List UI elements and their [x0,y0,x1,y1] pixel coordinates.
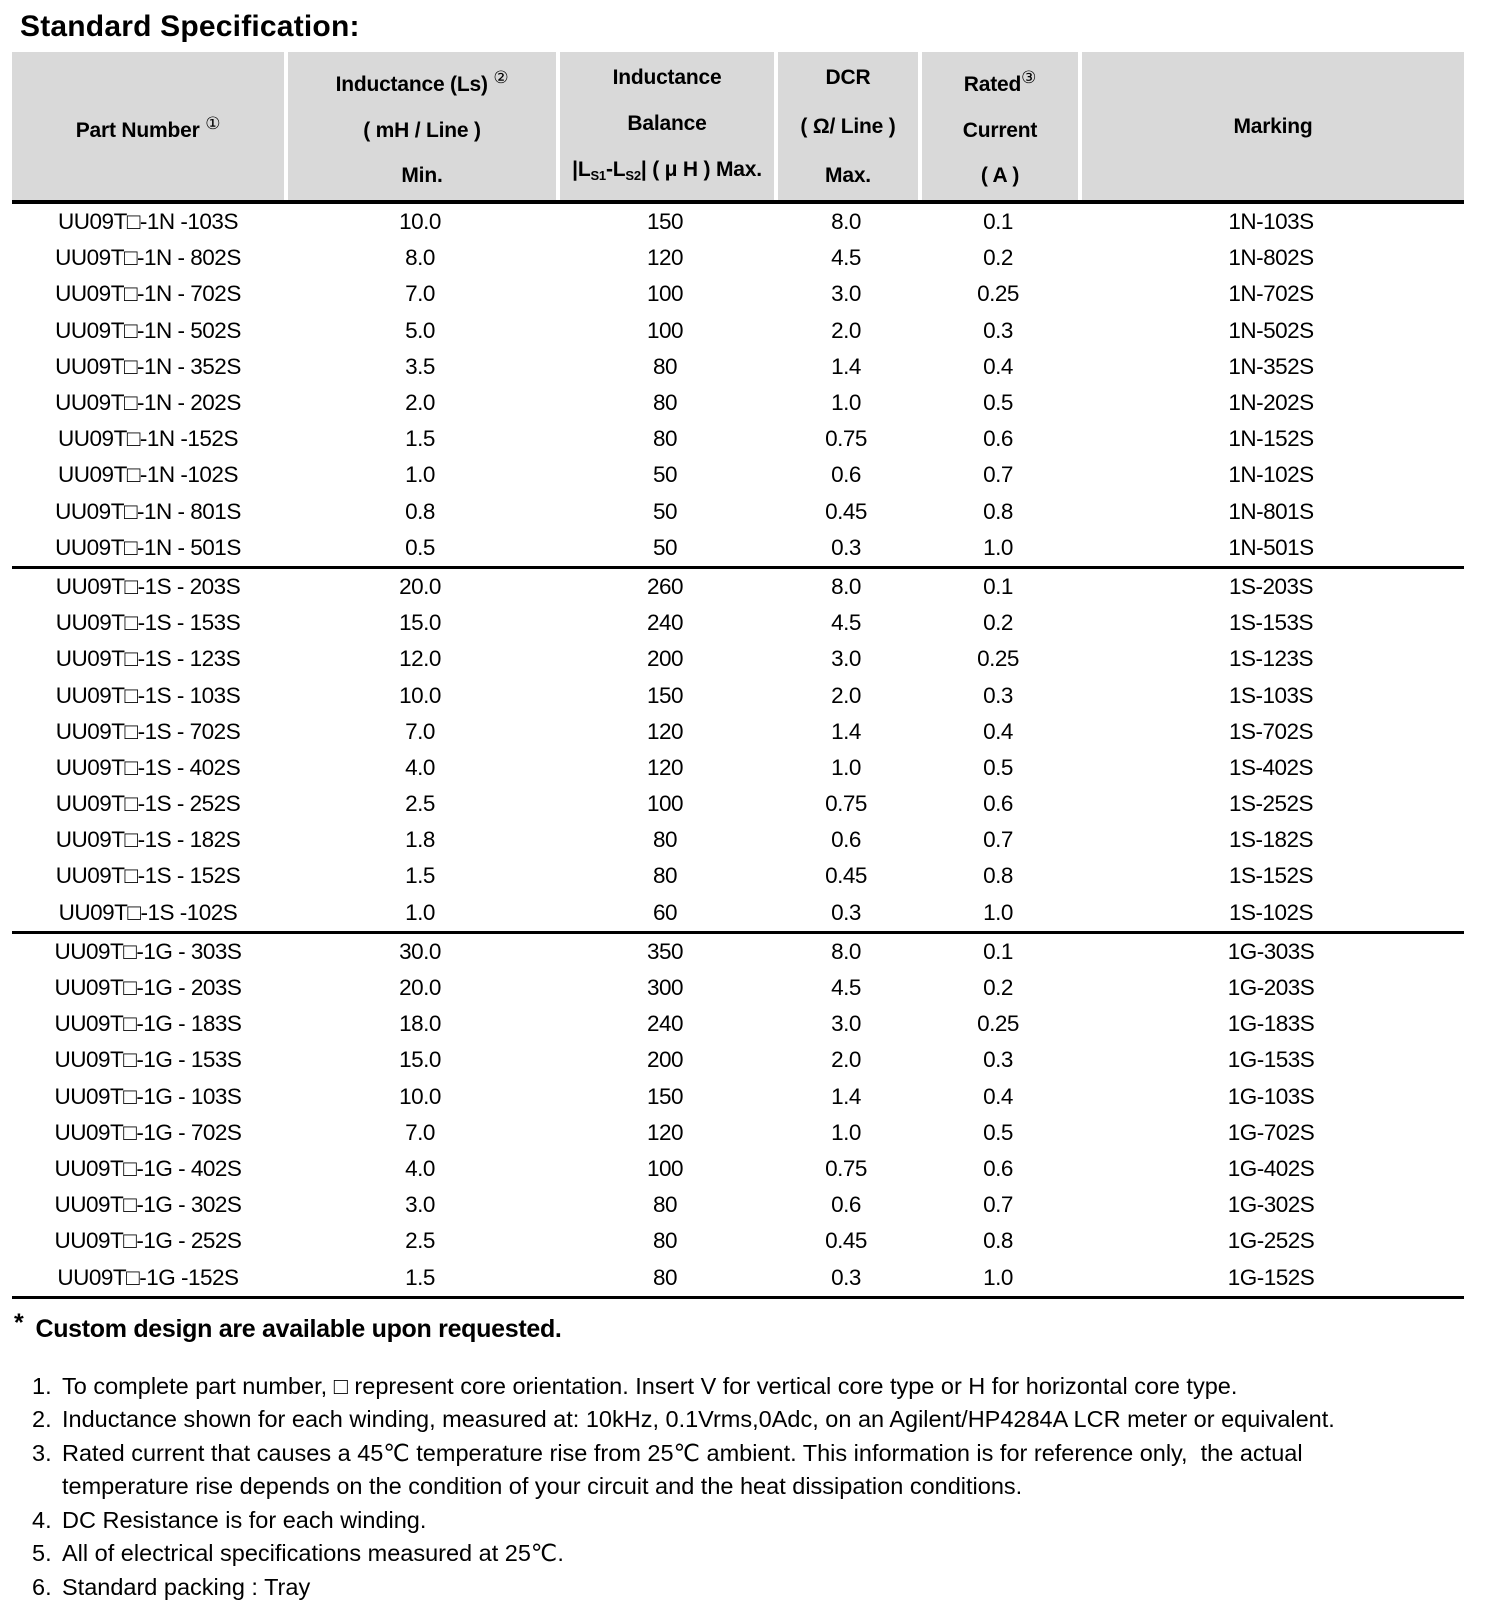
dcr-max-cell: 0.6 [831,462,861,488]
inductance-min-cell: 10.0 [399,1083,441,1109]
rated-current-cell: 1.0 [983,534,1013,560]
note-number: 4. [32,1506,52,1533]
dcr-max-cell: 0.6 [831,1192,861,1218]
marking-cell: 1G-303S [1227,938,1315,964]
dcr-max-cell: 8.0 [831,573,861,599]
inductance-balance-cell: 350 [646,938,684,964]
inductance-min-cell: 7.0 [405,1119,435,1145]
table-row [12,786,1464,822]
header-dcr-label: DCR [825,66,871,89]
inductance-min-cell: 2.5 [405,791,435,817]
inductance-min-cell: 10.0 [399,209,441,235]
rated-current-cell: 0.25 [977,281,1019,307]
inductance-balance-cell: 240 [646,610,684,636]
dcr-max-cell: 0.3 [831,534,861,560]
part-number-cell: UU09T□-1N - 801S [55,498,241,524]
header-inductance-min: Min. [401,164,443,187]
rated-current-cell: 0.8 [983,1228,1013,1254]
rated-current-cell: 0.1 [983,573,1013,599]
inductance-balance-cell: 80 [652,827,678,853]
rated-current-cell: 0.25 [977,1011,1019,1037]
inductance-balance-cell: 300 [646,975,684,1001]
part-number-cell: UU09T□-1G - 402S [54,1155,242,1181]
inductance-min-cell: 20.0 [399,975,441,1001]
table-row [12,1042,1464,1078]
header-inductance-unit: ( mH / Line ) [363,118,481,142]
note-number: 3. [32,1439,52,1466]
inductance-balance-cell: 120 [646,718,684,744]
inductance-balance-cell: 150 [646,1083,684,1109]
rated-current-cell: 0.2 [983,975,1013,1001]
note-number: 5. [32,1540,52,1567]
rated-current-cell: 0.3 [983,682,1013,708]
dcr-max-cell: 0.3 [831,899,861,925]
header-dcr [774,52,918,200]
inductance-min-cell: 4.0 [405,1155,435,1181]
inductance-min-cell: 1.5 [405,426,435,452]
dcr-max-cell: 3.0 [831,646,861,672]
table-row [12,457,1464,493]
inductance-min-cell: 1.0 [405,462,435,488]
custom-design-footnote [14,1309,1475,1344]
marking-cell: 1S-252S [1228,791,1314,817]
table-row [12,1151,1464,1187]
table-row [12,677,1464,713]
part-number-cell: UU09T□-1G - 103S [54,1083,242,1109]
rated-current-cell: 0.1 [983,938,1013,964]
inductance-min-cell: 4.0 [405,754,435,780]
note-item [18,1571,1475,1604]
inductance-balance-cell: 200 [646,1047,684,1073]
part-number-cell: UU09T□-1G - 203S [54,975,242,1001]
table-row [12,1006,1464,1042]
inductance-balance-cell: 100 [646,791,684,817]
marking-cell: 1N-802S [1228,245,1314,271]
dcr-max-cell: 0.75 [825,791,867,817]
notes-list [18,1370,1475,1604]
marking-cell: 1N-502S [1228,317,1314,343]
dcr-max-cell: 0.45 [825,1228,867,1254]
part-number-cell: UU09T□-1G - 302S [54,1192,242,1218]
rated-current-cell: 0.7 [983,462,1013,488]
inductance-balance-cell: 100 [646,317,684,343]
marking-cell: 1S-182S [1228,827,1314,853]
inductance-balance-cell: 240 [646,1011,684,1037]
header-part-number-label: Part Number [75,118,200,142]
dcr-max-cell: 1.0 [831,1119,861,1145]
dcr-max-cell: 0.6 [831,827,861,853]
inductance-balance-cell: 120 [646,1119,684,1145]
part-number-cell: UU09T□-1S - 103S [55,682,241,708]
marking-cell: 1G-103S [1227,1083,1315,1109]
part-number-cell: UU09T□-1S - 182S [55,827,241,853]
rated-current-cell: 1.0 [983,899,1013,925]
rated-current-cell: 1.0 [983,1264,1013,1290]
inductance-balance-cell: 80 [652,390,678,416]
inductance-min-cell: 2.5 [405,1228,435,1254]
marking-cell: 1N-202S [1228,390,1314,416]
marking-cell: 1N-801S [1228,498,1314,524]
inductance-min-cell: 0.8 [405,498,435,524]
part-number-cell: UU09T□-1G - 183S [54,1011,242,1037]
marking-cell: 1S-102S [1228,899,1314,925]
inductance-min-cell: 1.5 [405,1264,435,1290]
note-item [18,1437,1475,1504]
table-body [12,204,1464,1296]
table-row [12,970,1464,1006]
inductance-min-cell: 3.0 [405,1192,435,1218]
table-row [12,822,1464,858]
rated-current-cell: 0.5 [983,1119,1013,1145]
note-item [18,1537,1475,1571]
part-number-cell: UU09T□-1S - 152S [55,863,241,889]
inductance-balance-cell: 50 [652,498,678,524]
part-number-cell: UU09T□-1G -152S [57,1264,239,1290]
part-number-cell: UU09T□-1S - 402S [55,754,241,780]
inductance-min-cell: 12.0 [399,646,441,672]
header-marking [1078,52,1464,200]
rated-current-cell: 0.6 [983,426,1013,452]
rated-current-cell: 0.6 [983,1155,1013,1181]
header-current-unit: ( A ) [980,164,1020,187]
part-number-cell: UU09T□-1N -152S [58,426,238,452]
table-row [12,1259,1464,1295]
marking-cell: 1N-103S [1228,209,1314,235]
dcr-max-cell: 0.75 [825,426,867,452]
part-number-cell: UU09T□-1S - 203S [55,573,241,599]
note-ref-3: ③ [1021,68,1037,87]
header-part-number [12,52,284,200]
header-rated-current [918,52,1078,200]
header-balance-label2: Balance [627,112,707,135]
inductance-balance-cell: 260 [646,573,684,599]
marking-cell: 1G-152S [1227,1264,1315,1290]
marking-cell: 1S-153S [1228,610,1314,636]
part-number-cell: UU09T□-1S - 153S [55,610,241,636]
part-number-cell: UU09T□-1N -103S [58,209,238,235]
table-row [12,494,1464,530]
inductance-balance-cell: 100 [646,281,684,307]
inductance-min-cell: 20.0 [399,573,441,599]
inductance-balance-cell: 80 [652,426,678,452]
inductance-min-cell: 5.0 [405,317,435,343]
dcr-max-cell: 0.3 [831,1264,861,1290]
inductance-balance-cell: 100 [646,1155,684,1181]
part-number-cell: UU09T□-1G - 702S [54,1119,242,1145]
table-row [12,1187,1464,1223]
dcr-max-cell: 4.5 [831,610,861,636]
marking-cell: 1S-402S [1228,754,1314,780]
inductance-min-cell: 1.5 [405,863,435,889]
note-text: To complete part number, □ represent core orientation. Insert V for vertical core type or H for horizontal core type. [62,1372,1238,1399]
note-number: 2. [32,1406,52,1433]
dcr-max-cell: 8.0 [831,209,861,235]
rated-current-cell: 0.2 [983,610,1013,636]
marking-cell: 1N-102S [1228,462,1314,488]
table-row [12,349,1464,385]
inductance-min-cell: 7.0 [405,281,435,307]
marking-cell: 1G-702S [1227,1119,1315,1145]
inductance-min-cell: 30.0 [399,938,441,964]
part-number-cell: UU09T□-1N -102S [58,462,238,488]
marking-cell: 1G-302S [1227,1192,1315,1218]
header-inductance-label: Inductance (Ls) [335,73,488,96]
marking-cell: 1S-123S [1228,646,1314,672]
inductance-balance-cell: 60 [652,899,678,925]
inductance-balance-cell: 80 [652,1228,678,1254]
table-row [12,385,1464,421]
note-item [18,1403,1475,1437]
note-ref-2: ② [493,68,509,87]
inductance-min-cell: 1.0 [405,899,435,925]
inductance-min-cell: 15.0 [399,1047,441,1073]
note-item [18,1370,1475,1404]
rated-current-cell: 0.4 [983,1083,1013,1109]
part-number-cell: UU09T□-1N - 501S [55,534,241,560]
header-dcr-unit: ( Ω/ Line ) [800,115,896,138]
dcr-max-cell: 1.0 [831,754,861,780]
marking-cell: 1G-183S [1227,1011,1315,1037]
table-row [12,750,1464,786]
part-number-cell: UU09T□-1N - 352S [55,353,241,379]
inductance-min-cell: 8.0 [405,245,435,271]
table-row [12,641,1464,677]
table-row [12,204,1464,240]
note-ref-1: ① [205,113,221,133]
table-bottom-rule [12,1296,1464,1299]
inductance-balance-cell: 150 [646,209,684,235]
table-row [12,1079,1464,1115]
note-text: DC Resistance is for each winding. [62,1506,427,1533]
inductance-balance-cell: 200 [646,646,684,672]
marking-cell: 1N-152S [1228,426,1314,452]
table-header-row [12,52,1464,200]
inductance-min-cell: 3.5 [405,353,435,379]
inductance-balance-cell: 80 [652,1192,678,1218]
specification-table [12,52,1464,1299]
marking-cell: 1S-203S [1228,573,1314,599]
inductance-balance-cell: 120 [646,754,684,780]
header-inductance [284,52,556,200]
table-row [12,858,1464,894]
rated-current-cell: 0.6 [983,791,1013,817]
part-number-cell: UU09T□-1G - 252S [54,1228,242,1254]
footnote-text: Custom design are available upon requested. [35,1314,562,1343]
note-text: Inductance shown for each winding, measured at: 10kHz, 0.1Vrms,0Adc, on an Agilent/HP4284A LCR meter or equivalent. [62,1406,1335,1433]
marking-cell: 1G-402S [1227,1155,1315,1181]
rated-current-cell: 0.7 [983,827,1013,853]
table-row [12,605,1464,641]
part-number-cell: UU09T□-1N - 702S [55,281,241,307]
dcr-max-cell: 2.0 [831,1047,861,1073]
part-number-cell: UU09T□-1N - 202S [55,390,241,416]
dcr-max-cell: 8.0 [831,938,861,964]
table-row [12,421,1464,457]
inductance-balance-cell: 50 [652,534,678,560]
table-row [12,566,1464,605]
rated-current-cell: 0.1 [983,209,1013,235]
inductance-balance-cell: 80 [652,353,678,379]
marking-cell: 1G-203S [1227,975,1315,1001]
rated-current-cell: 0.4 [983,353,1013,379]
dcr-max-cell: 1.4 [831,718,861,744]
inductance-min-cell: 18.0 [399,1011,441,1037]
inductance-balance-cell: 80 [652,863,678,889]
inductance-balance-cell: 50 [652,462,678,488]
inductance-balance-cell: 80 [652,1264,678,1290]
inductance-min-cell: 2.0 [405,390,435,416]
table-row [12,1115,1464,1151]
rated-current-cell: 0.8 [983,863,1013,889]
rated-current-cell: 0.25 [977,646,1019,672]
header-balance-formula: $|L_{S1}-L_{S2}|$ ( μ H ) Max. [572,158,762,183]
rated-current-cell: 0.3 [983,317,1013,343]
marking-cell: 1N-702S [1228,281,1314,307]
table-row [12,714,1464,750]
dcr-max-cell: 0.45 [825,498,867,524]
inductance-min-cell: 0.5 [405,534,435,560]
marking-cell: 1N-352S [1228,353,1314,379]
inductance-min-cell: 15.0 [399,610,441,636]
part-number-cell: UU09T□-1N - 502S [55,317,241,343]
rated-current-cell: 0.4 [983,718,1013,744]
table-row [12,276,1464,312]
dcr-max-cell: 1.4 [831,353,861,379]
table-row [12,240,1464,276]
note-number: 6. [32,1573,52,1600]
header-dcr-max: Max. [825,164,871,187]
part-number-cell: UU09T□-1S - 123S [55,646,241,672]
header-current-label: Current [962,118,1038,142]
table-row [12,530,1464,566]
table-row [12,1223,1464,1259]
dcr-max-cell: 2.0 [831,317,861,343]
dcr-max-cell: 4.5 [831,975,861,1001]
inductance-balance-cell: 150 [646,682,684,708]
inductance-min-cell: 7.0 [405,718,435,744]
header-rated-label: Rated [963,73,1022,96]
note-text: Rated current that causes a 45℃ temperature rise from 25℃ ambient. This information is for reference only, the actual temperature rise depends on the condition of your circuit and the heat dissipation conditions. [62,1439,1310,1500]
part-number-cell: UU09T□-1S - 252S [55,791,241,817]
part-number-cell: UU09T□-1S - 702S [55,718,241,744]
dcr-max-cell: 2.0 [831,682,861,708]
rated-current-cell: 0.5 [983,754,1013,780]
note-text: Standard packing : Tray [62,1573,311,1600]
part-number-cell: UU09T□-1G - 153S [54,1047,242,1073]
marking-cell: 1G-252S [1227,1228,1315,1254]
marking-cell: 1S-702S [1228,718,1314,744]
rated-current-cell: 0.7 [983,1192,1013,1218]
header-balance-label1: Inductance [612,66,722,89]
marking-cell: 1G-153S [1227,1047,1315,1073]
table-row [12,895,1464,931]
note-text: All of electrical specifications measured at 25℃. [62,1540,564,1567]
table-row [12,313,1464,349]
dcr-max-cell: 0.75 [825,1155,867,1181]
inductance-min-cell: 1.8 [405,827,435,853]
marking-cell: 1S-103S [1228,682,1314,708]
rated-current-cell: 0.8 [983,498,1013,524]
inductance-min-cell: 10.0 [399,682,441,708]
header-balance [556,52,774,200]
inductance-balance-cell: 120 [646,245,684,271]
marking-cell: 1N-501S [1228,534,1314,560]
rated-current-cell: 0.2 [983,245,1013,271]
part-number-cell: UU09T□-1N - 802S [55,245,241,271]
dcr-max-cell: 1.0 [831,390,861,416]
note-item [18,1504,1475,1538]
dcr-max-cell: 3.0 [831,281,861,307]
table-row [12,931,1464,970]
part-number-cell: UU09T□-1G - 303S [54,938,242,964]
page-title: Standard Specification: [20,10,360,43]
dcr-max-cell: 3.0 [831,1011,861,1037]
header-marking-label: Marking [1233,115,1313,138]
dcr-max-cell: 4.5 [831,245,861,271]
dcr-max-cell: 0.45 [825,863,867,889]
dcr-max-cell: 1.4 [831,1083,861,1109]
rated-current-cell: 0.3 [983,1047,1013,1073]
part-number-cell: UU09T□-1S -102S [58,899,238,925]
rated-current-cell: 0.5 [983,390,1013,416]
asterisk-marker: * [14,1308,24,1337]
note-number: 1. [32,1372,52,1399]
marking-cell: 1S-152S [1228,863,1314,889]
